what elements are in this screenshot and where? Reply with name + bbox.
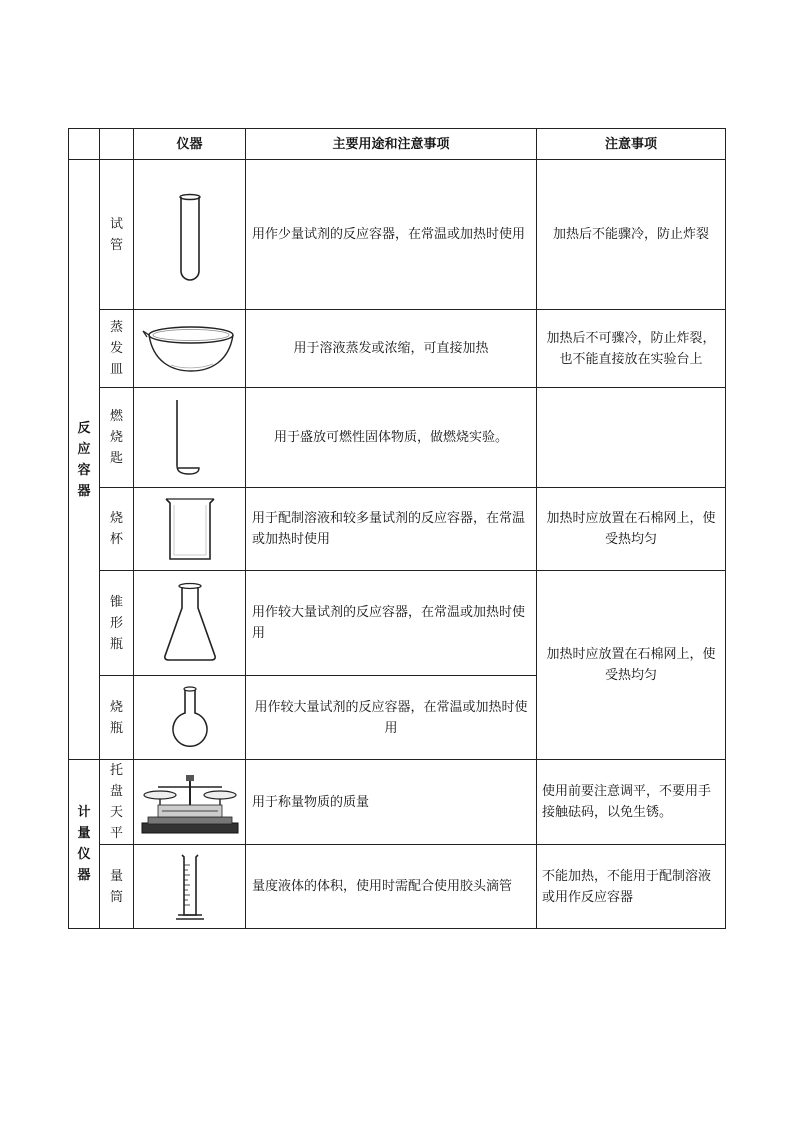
instrument-name: 量筒 xyxy=(100,845,134,929)
instrument-image xyxy=(134,488,246,571)
instrument-name: 烧杯 xyxy=(100,488,134,571)
test-tube-icon xyxy=(175,185,205,285)
note-text: 加热后不可骤冷，防止炸裂，也不能直接放在实验台上 xyxy=(537,310,726,388)
usage-text: 用于盛放可燃性固体物质，做燃烧实验。 xyxy=(246,388,537,488)
conical-flask-icon xyxy=(160,580,220,666)
note-text: 使用前要注意调平，不要用手接触砝码，以免生锈。 xyxy=(537,760,726,845)
header-blank-2 xyxy=(100,129,134,160)
instrument-name: 锥形瓶 xyxy=(100,571,134,676)
usage-text: 用于溶液蒸发或浓缩，可直接加热 xyxy=(246,310,537,388)
note-text: 加热后不能骤冷，防止炸裂 xyxy=(537,160,726,310)
instrument-name: 蒸发皿 xyxy=(100,310,134,388)
evaporating-dish-icon xyxy=(141,321,239,377)
instrument-name: 烧瓶 xyxy=(100,676,134,760)
usage-text: 用作少量试剂的反应容器，在常温或加热时使用 xyxy=(246,160,537,310)
header-usage: 主要用途和注意事项 xyxy=(246,129,537,160)
header-instrument: 仪器 xyxy=(134,129,246,160)
instrument-name: 试管 xyxy=(100,160,134,310)
note-text: 不能加热，不能用于配制溶液或用作反应容器 xyxy=(537,845,726,929)
header-notes: 注意事项 xyxy=(537,129,726,160)
instrument-image xyxy=(134,845,246,929)
round-flask-icon xyxy=(168,685,212,751)
category-measuring-instruments: 计量仪器 xyxy=(69,760,100,929)
note-text: 加热时应放置在石棉网上，使受热均匀 xyxy=(537,488,726,571)
instrument-table xyxy=(68,128,726,929)
instrument-image xyxy=(134,676,246,760)
graduated-cylinder-icon xyxy=(172,851,208,923)
usage-text: 用于称量物质的质量 xyxy=(246,760,537,845)
instrument-image xyxy=(134,760,246,845)
instrument-image xyxy=(134,571,246,676)
header-blank-1 xyxy=(69,129,100,160)
instrument-image xyxy=(134,388,246,488)
note-text xyxy=(537,388,726,488)
beaker-icon xyxy=(160,493,220,565)
usage-text: 用作较大量试剂的反应容器，在常温或加热时使用 xyxy=(246,571,537,676)
instrument-name: 燃烧匙 xyxy=(100,388,134,488)
instrument-image xyxy=(134,310,246,388)
combustion-spoon-icon xyxy=(165,396,215,480)
usage-text: 量度液体的体积，使用时需配合使用胶头滴管 xyxy=(246,845,537,929)
instrument-image xyxy=(134,160,246,310)
usage-text: 用作较大量试剂的反应容器，在常温或加热时使用 xyxy=(246,676,537,760)
instrument-name: 托盘天平 xyxy=(100,760,134,845)
category-reaction-vessels: 反应容器 xyxy=(69,160,100,760)
note-text: 加热时应放置在石棉网上，使受热均匀 xyxy=(537,571,726,760)
usage-text: 用于配制溶液和较多量试剂的反应容器，在常温或加热时使用 xyxy=(246,488,537,571)
balance-scale-icon xyxy=(138,767,242,837)
